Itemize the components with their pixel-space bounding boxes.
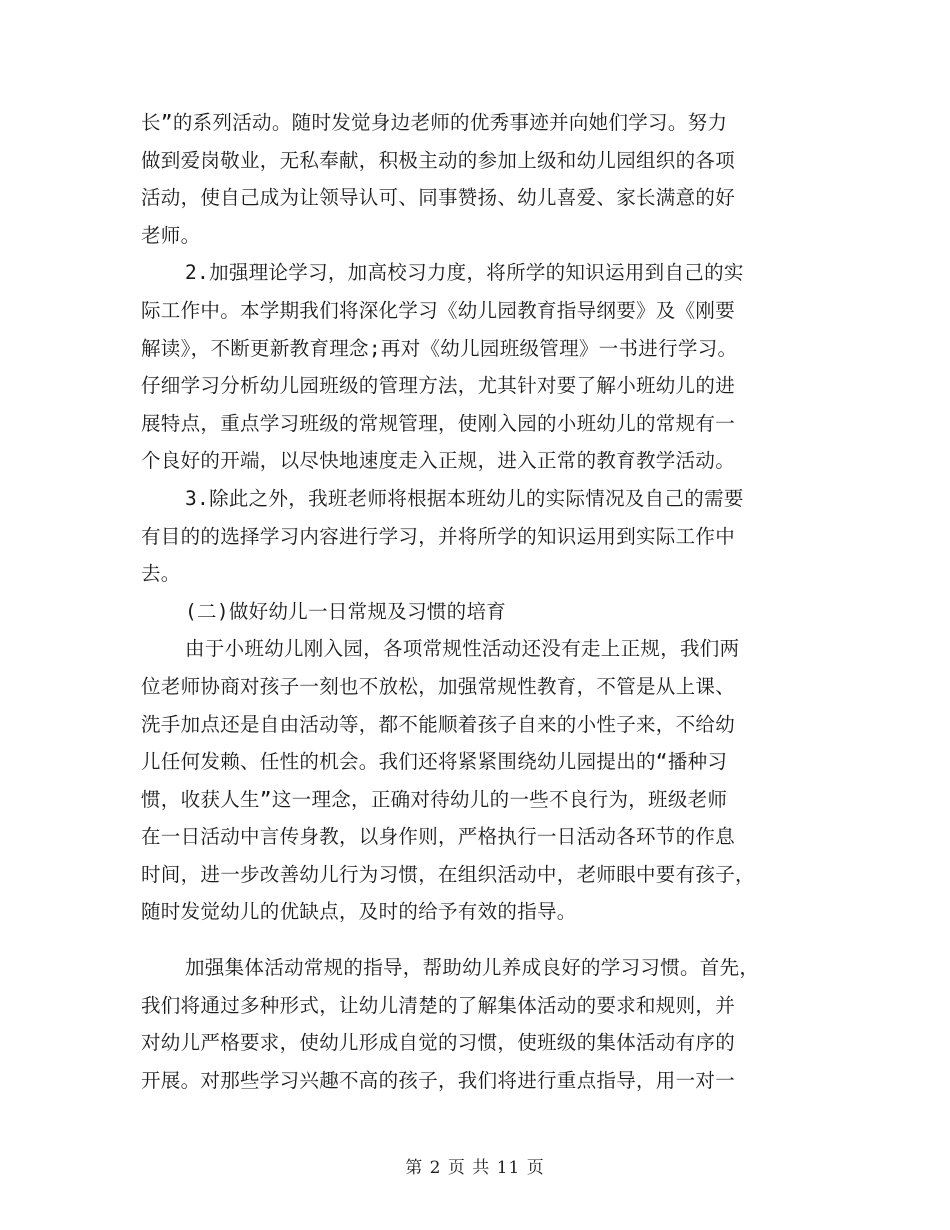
text-line: 位老师协商对孩子一刻也不放松，加强常规性教育，不管是从上课、 — [141, 674, 736, 698]
text-line: 际工作中。本学期我们将深化学习《幼儿园教育指导纲要》及《刚要 — [141, 298, 736, 322]
text-line: 活动，使自己成为让领导认可、同事赞扬、幼儿喜爱、家长满意的好 — [141, 186, 736, 210]
text-line: 仔细学习分析幼儿园班级的管理方法，尤其针对要了解小班幼儿的进 — [141, 374, 736, 398]
text-line: 解读》，不断更新教育理念;再对《幼儿园班级管理》一书进行学习。 — [141, 336, 738, 360]
document-body — [141, 104, 811, 1099]
text-line: 由于小班幼儿刚入园，各项常规性活动还没有走上正规，我们两 — [185, 637, 740, 661]
paragraph-gap — [141, 931, 811, 949]
text-line: 我们将通过多种形式，让幼儿清楚的了解集体活动的要求和规则，并 — [141, 993, 736, 1017]
text-line: 2.加强理论学习，加高校习力度，将所学的知识运用到自己的实 — [185, 261, 744, 285]
text-line: 在一日活动中言传身教，以身作则，严格执行一日活动各环节的作息 — [141, 825, 736, 849]
text-line: 做到爱岗敬业，无私奉献，积极主动的参加上级和幼儿园组织的各项 — [141, 148, 736, 172]
page-number-footer: 第 2 页 共 11 页 — [405, 1158, 545, 1178]
text-line: 洗手加点还是自由活动等，都不能顺着孩子自来的小性子来，不给幼 — [141, 712, 736, 736]
text-line: 3.除此之外，我班老师将根据本班幼儿的实际情况及自己的需要 — [185, 486, 744, 510]
text-line: 加强集体活动常规的指导，帮助幼儿养成良好的学习习惯。首先， — [185, 956, 760, 980]
text-line: 开展。对那些学习兴趣不高的孩子，我们将进行重点指导，用一对一 — [141, 1068, 736, 1092]
text-line: 惯，收获人生”这一理念，正确对待幼儿的一些不良行为，班级老师 — [141, 787, 728, 811]
text-line: 展特点，重点学习班级的常规管理，使刚入园的小班幼儿的常规有一 — [141, 411, 736, 435]
text-line: 随时发觉幼儿的优缺点，及时的给予有效的指导。 — [141, 900, 577, 924]
text-line: 个良好的开端，以尽快地速度走入正规，进入正常的教育教学活动。 — [141, 449, 736, 473]
text-line: 长”的系列活动。随时发觉身边老师的优秀事迹并向她们学习。努力 — [141, 111, 728, 134]
section-heading: (二)做好幼儿一日常规及习惯的培育 — [185, 599, 507, 623]
text-line: 有目的的选择学习内容进行学习，并将所学的知识运用到实际工作中 — [141, 524, 736, 548]
text-line: 时间，进一步改善幼儿行为习惯，在组织活动中，老师眼中要有孩子， — [141, 862, 755, 886]
text-line: 对幼儿严格要求，使幼儿形成自觉的习惯，使班级的集体活动有序的 — [141, 1031, 736, 1055]
text-line: 儿任何发赖、任性的机会。我们还将紧紧围绕幼儿园提出的“播种习 — [141, 750, 728, 774]
text-line: 老师。 — [141, 223, 201, 247]
text-line: 去。 — [141, 562, 181, 586]
